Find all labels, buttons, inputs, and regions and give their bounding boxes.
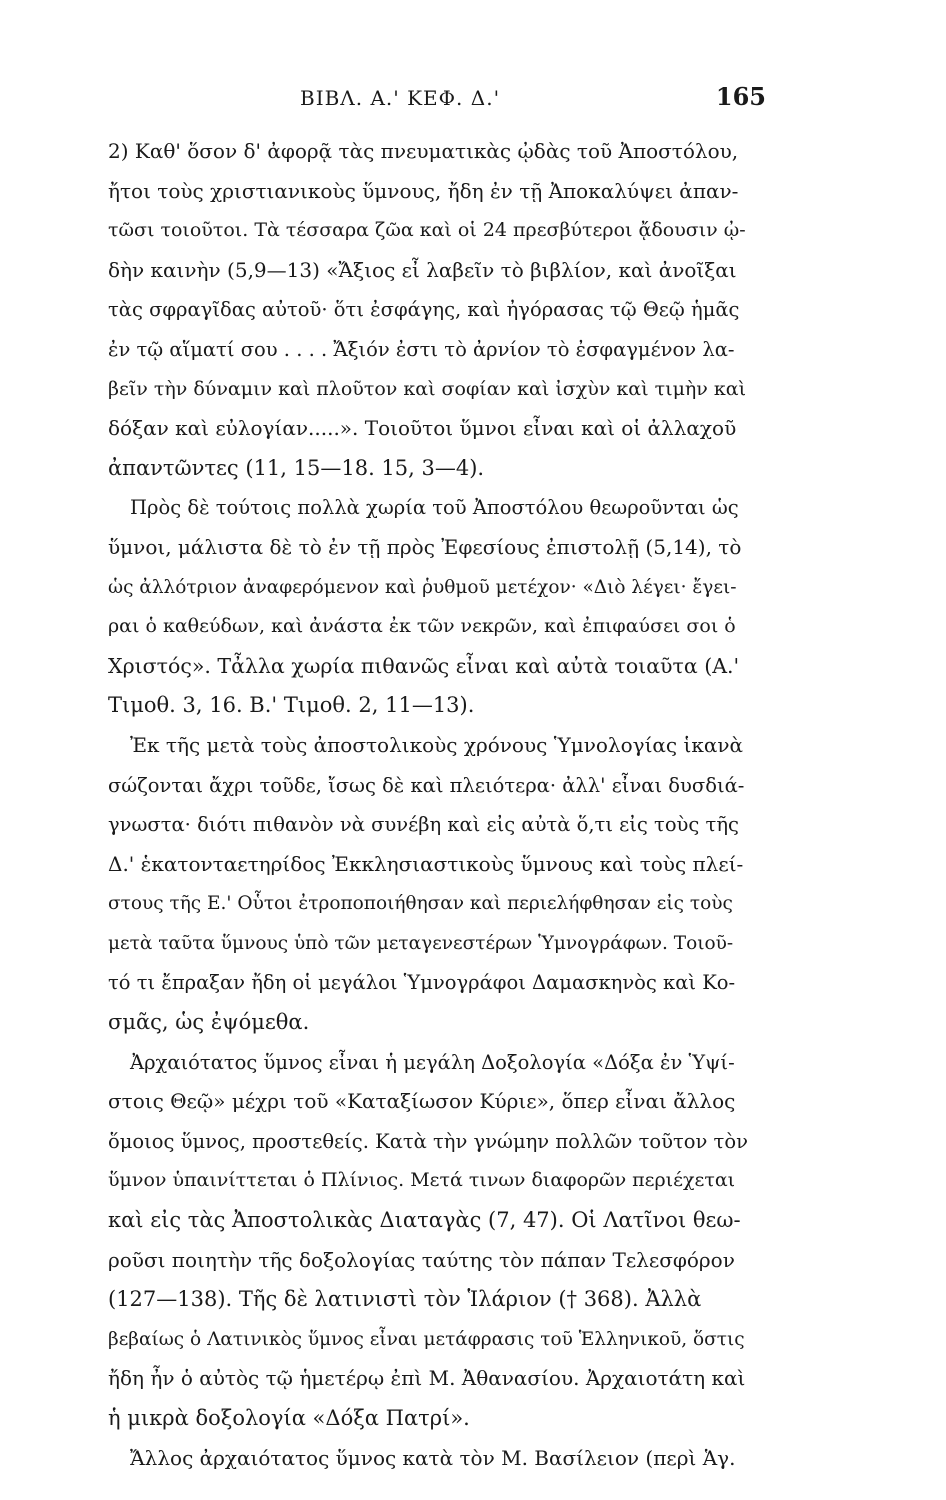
page-number: 165 — [715, 82, 766, 111]
text-line: γνωστα· διότι πιθανὸν νὰ συνέβη καὶ εἰς αὐτὰ ὅ,τι εἰς τοὺς τῆς — [108, 813, 739, 837]
text-line: βεῖν τὴν δύναμιν καὶ πλοῦτον καὶ σοφίαν καὶ ἰσχὺν καὶ τιμὴν καὶ — [108, 377, 747, 400]
text-line: τό τι ἔπραξαν ἤδη οἱ μεγάλοι Ὑμνογράφοι Δαμασκηνὸς καὶ Κο- — [108, 971, 736, 995]
text-line: σώζονται ἄχρι τοῦδε, ἴσως δὲ καὶ πλειότερα· ἀλλ' εἶναι δυσδιά- — [108, 773, 745, 797]
text-line: ὕμνον ὑπαινίττεται ὁ Πλίνιος. Μετά τινων διαφορῶν περιέχεται — [108, 1169, 736, 1192]
text-line: ἐν τῷ αἵματί σου . . . . Ἄξιόν ἐστι τὸ ἀρνίον τὸ ἐσφαγμένον λα- — [108, 337, 735, 361]
body-text — [108, 132, 748, 1478]
text-line: (127—138). Τῆς δὲ λατινιστὶ τὸν Ἱλάριον († 368). Ἀλλὰ — [108, 1287, 702, 1312]
text-line: σμᾶς, ὡς ἐψόμεθα. — [108, 1010, 310, 1035]
running-head: ΒΙΒΛ. Α.' ΚΕΦ. Δ.' — [300, 86, 501, 110]
text-line: καὶ εἰς τὰς Ἀποστολικὰς Διαταγὰς (7, 47). Οἱ Λατῖνοι θεω- — [108, 1208, 741, 1233]
text-line: βεβαίως ὁ Λατινικὸς ὕμνος εἶναι μετάφρασις τοῦ Ἑλληνικοῦ, ὅστις — [108, 1328, 745, 1350]
text-line: δόξαν καὶ εὐλογίαν.....». Τοιοῦτοι ὕμνοι εἶναι καὶ οἱ ἀλλαχοῦ — [108, 416, 737, 441]
text-line: Ἀρχαιότατος ὕμνος εἶναι ἡ μεγάλη Δοξολογία «Δόξα ἐν Ὑψί- — [130, 1050, 735, 1074]
text-line: ὕμνοι, μάλιστα δὲ τὸ ἐν τῇ πρὸς Ἐφεσίους ἐπιστολῇ (5,14), τὸ — [108, 534, 742, 559]
text-line: ἀπαντῶντες (11, 15—18. 15, 3—4). — [108, 455, 485, 480]
text-line: μετὰ ταῦτα ὕμνους ὑπὸ τῶν μεταγενεστέρων Ὑμνογράφων. Τοιοῦ- — [108, 932, 734, 954]
text-line: Ἄλλος ἀρχαιότατος ὕμνος κατὰ τὸν Μ. Βασίλειον (περὶ Ἁγ. — [130, 1445, 736, 1470]
text-line: Ἐκ τῆς μετὰ τοὺς ἀποστολικοὺς χρόνους Ὑμνολογίας ἱκανὰ — [130, 732, 743, 757]
text-line: στους τῆς Ε.' Οὗτοι ἐτροποποιήθησαν καὶ περιελήφθησαν εἰς τοὺς — [108, 893, 733, 915]
text-line: τὰς σφραγῖδας αὐτοῦ· ὅτι ἐσφάγης, καὶ ἠγόρασας τῷ Θεῷ ἡμᾶς — [108, 298, 740, 322]
text-line: τῶσι τοιοῦτοι. Τὰ τέσσαρα ζῶα καὶ οἱ 24 πρεσβύτεροι ᾄδουσιν ᾠ- — [108, 219, 746, 242]
text-line: ἤτοι τοὺς χριστιανικοὺς ὕμνους, ἤδη ἐν τῇ Ἀποκαλύψει ἀπαν- — [108, 178, 739, 203]
text-line: δὴν καινὴν (5,9—13) «Ἄξιος εἶ λαβεῖν τὸ βιβλίον, καὶ ἀνοῖξαι — [108, 257, 737, 282]
text-line: ἡ μικρὰ δοξολογία «Δόξα Πατρί». — [108, 1406, 470, 1430]
text-line: 2) Καθ' ὅσον δ' ἀφορᾷ τὰς πνευματικὰς ᾠδὰς τοῦ Ἀποστόλου, — [108, 139, 739, 163]
text-line: ροῦσι ποιητὴν τῆς δοξολογίας ταύτης τὸν πάπαν Τελεσφόρον — [108, 1247, 735, 1272]
text-line: ὅμοιος ὕμνος, προστεθείς. Κατὰ τὴν γνώμην πολλῶν τοῦτον τὸν — [108, 1129, 748, 1153]
text-line: Δ.' ἑκατονταετηρίδος Ἐκκλησιαστικοὺς ὕμνους καὶ τοὺς πλεί- — [108, 851, 744, 876]
text-line: ἤδη ἦν ὁ αὐτὸς τῷ ἡμετέρῳ ἐπὶ Μ. Ἀθανασίου. Ἀρχαιοτάτη καὶ — [108, 1366, 746, 1391]
text-line: ραι ὁ καθεύδων, καὶ ἀνάστα ἐκ τῶν νεκρῶν, καὶ ἐπιφαύσει σοι ὁ — [108, 615, 736, 638]
text-line: Πρὸς δὲ τούτοις πολλὰ χωρία τοῦ Ἀποστόλου θεωροῦνται ὡς — [130, 496, 739, 520]
page-header — [300, 82, 766, 120]
text-line: ὡς ἀλλότριον ἀναφερόμενον καὶ ῥυθμοῦ μετέχον· «Διὸ λέγει· ἔγει- — [108, 576, 737, 598]
text-line: στοις Θεῷ» μέχρι τοῦ «Καταξίωσον Κύριε», ὅπερ εἶναι ἄλλος — [108, 1089, 736, 1114]
text-line: Τιμοθ. 3, 16. Β.' Τιμοθ. 2, 11—13). — [108, 693, 475, 718]
text-line: Χριστός». Τἆλλα χωρία πιθανῶς εἶναι καὶ αὐτὰ τοιαῦτα (Α.' — [108, 653, 740, 678]
